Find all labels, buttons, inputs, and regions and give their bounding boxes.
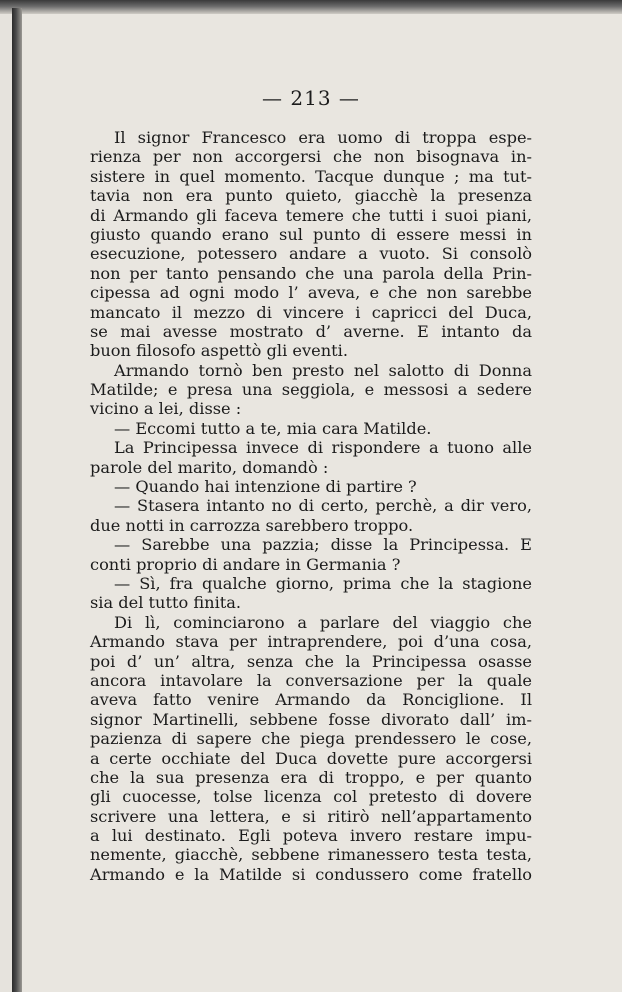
text-line: — Stasera intanto no di certo, perchè, a dir vero,: [114, 496, 532, 516]
text-line: Armando stava per intraprendere, poi d’una cosa,: [90, 632, 532, 652]
text-line: se mai avesse mostrato d’ averne. E intanto da: [90, 321, 532, 341]
page-number: — 213 —: [262, 86, 360, 110]
text-line: non per tanto pensando che una parola della Prin-: [90, 263, 532, 283]
text-line: ancora intavolare la conversazione per la quale: [90, 670, 532, 690]
text-line: — Eccomi tutto a te, mia cara Matilde.: [114, 418, 432, 438]
text-line: nemente, giacchè, sebbene rimanessero testa testa,: [90, 845, 532, 865]
text-line: Di lì, cominciarono a parlare del viaggio che: [114, 612, 532, 632]
text-line: di Armando gli faceva temere che tutti i suoi piani,: [90, 205, 532, 225]
text-line: scrivere una lettera, e si ritirò nell’appartamento: [90, 806, 532, 826]
text-line: aveva fatto venire Armando da Ronciglione. Il: [90, 690, 532, 710]
scan-top-shadow: [0, 0, 622, 14]
text-line: due notti in carrozza sarebbero troppo.: [90, 515, 414, 535]
text-line: mancato il mezzo di vincere i capricci del Duca,: [90, 302, 532, 322]
book-spine-shadow: [12, 8, 22, 992]
text-line: che la sua presenza era di troppo, e per quanto: [90, 767, 532, 787]
text-line: conti proprio di andare in Germania ?: [90, 554, 401, 574]
text-line: pazienza di sapere che piega prendessero le cose,: [90, 729, 532, 749]
text-line: — Sì, fra qualche giorno, prima che la stagione: [114, 573, 532, 593]
page-body-text: [90, 128, 532, 884]
text-line: — Quando hai intenzione di partire ?: [114, 477, 417, 497]
text-line: rienza per non accorgersi che non bisognava in-: [90, 147, 532, 167]
text-line: a lui destinato. Egli poteva invero restare impu-: [90, 826, 532, 846]
text-line: cipessa ad ogni modo l’ aveva, e che non sarebbe: [90, 283, 532, 303]
text-line: giusto quando erano sul punto di essere messi in: [90, 224, 532, 244]
text-line: sia del tutto finita.: [90, 593, 242, 613]
text-line: Armando e la Matilde si condussero come fratello: [90, 864, 532, 884]
text-line: signor Martinelli, sebbene fosse divorato dall’ im-: [90, 709, 532, 729]
text-line: gli cuocesse, tolse licenza col pretesto di dovere: [90, 787, 532, 807]
text-line: poi d’ un’ altra, senza che la Principessa osasse: [90, 651, 532, 671]
text-line: buon filosofo aspettò gli eventi.: [90, 341, 348, 361]
text-line: Armando tornò ben presto nel salotto di Donna: [114, 360, 532, 380]
text-line: Matilde; e presa una seggiola, e messosi a sedere: [90, 380, 532, 400]
text-line: tavia non era punto quieto, giacchè la presenza: [90, 186, 532, 206]
text-line: parole del marito, domandò :: [90, 457, 329, 477]
text-line: sistere in quel momento. Tacque dunque ; ma tut-: [90, 166, 532, 186]
text-line: La Principessa invece di rispondere a tuono alle: [114, 438, 532, 458]
text-line: esecuzione, potessero andare a vuoto. Si consolò: [90, 244, 532, 264]
text-line: Il signor Francesco era uomo di troppa espe-: [114, 128, 532, 147]
text-line: vicino a lei, disse :: [90, 399, 242, 419]
text-line: — Sarebbe una pazzia; disse la Principessa. E: [114, 535, 532, 555]
text-line: a certe occhiate del Duca dovette pure accorgersi: [90, 748, 532, 768]
